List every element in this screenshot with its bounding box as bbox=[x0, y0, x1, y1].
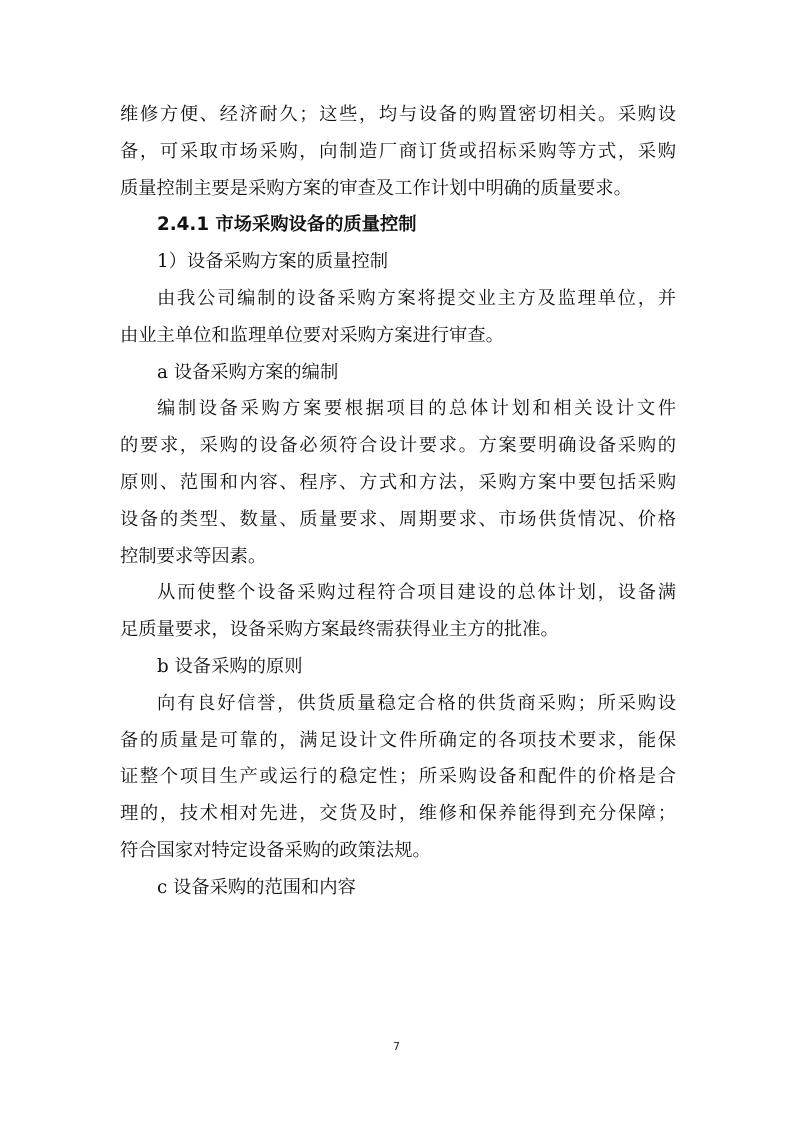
text-line: 理的，技术相对先进，交货及时，维修和保养能得到充分保障； bbox=[120, 803, 676, 825]
text-line: 编制设备采购方案要根据项目的总体计划和相关设计文件 bbox=[157, 398, 676, 420]
text-line: 由我公司编制的设备采购方案将提交业主方及监理单位，并 bbox=[157, 287, 676, 309]
subheading-c: c 设备采购的范围和内容 bbox=[157, 876, 356, 898]
paragraph-principles bbox=[120, 686, 676, 870]
text-line: 维修方便、经济耐久；这些，均与设备的购置密切相关。采购设 bbox=[120, 104, 676, 125]
text-line: 符合国家对特定设备采购的政策法规。 bbox=[120, 839, 431, 861]
text-line: 设备的类型、数量、质量要求、周期要求、市场供货情况、价格 bbox=[120, 508, 676, 530]
paragraph-plan-preparation bbox=[120, 391, 676, 575]
paragraph-intro bbox=[120, 97, 676, 207]
section-heading: 2.4.1 市场采购设备的质量控制 bbox=[157, 214, 417, 236]
subheading-b: b 设备采购的原则 bbox=[157, 655, 303, 677]
text-line: 备，可采取市场采购，向制造厂商订货或招标采购等方式，采购 bbox=[120, 140, 676, 162]
text-line: 的要求，采购的设备必须符合设计要求。方案要明确设备采购的 bbox=[120, 435, 676, 457]
text-line: 备的质量是可靠的，满足设计文件所确定的各项技术要求，能保 bbox=[120, 729, 676, 751]
text-line: 质量控制主要是采购方案的审查及工作计划中明确的质量要求。 bbox=[120, 177, 632, 199]
text-line: 原则、范围和内容、程序、方式和方法，采购方案中要包括采购 bbox=[120, 471, 676, 493]
subheading-a: a 设备采购方案的编制 bbox=[157, 361, 339, 383]
document-body bbox=[120, 97, 676, 907]
text-line: 足质量要求，设备采购方案最终需获得业主方的批准。 bbox=[120, 619, 559, 641]
text-line: 从而使整个设备采购过程符合项目建设的总体计划，设备满 bbox=[157, 582, 676, 604]
paragraph-submission bbox=[120, 281, 676, 355]
paragraph-approval bbox=[120, 575, 676, 649]
text-line: 证整个项目生产或运行的稳定性；所采购设备和配件的价格是合 bbox=[120, 766, 676, 788]
text-line: 向有良好信誉，供货质量稳定合格的供货商采购；所采购设 bbox=[157, 692, 676, 714]
page-number: 7 bbox=[393, 1040, 400, 1053]
subheading-1: 1）设备采购方案的质量控制 bbox=[157, 251, 389, 273]
text-line: 控制要求等因素。 bbox=[120, 545, 267, 567]
text-line: 由业主单位和监理单位要对采购方案进行审查。 bbox=[120, 324, 504, 346]
